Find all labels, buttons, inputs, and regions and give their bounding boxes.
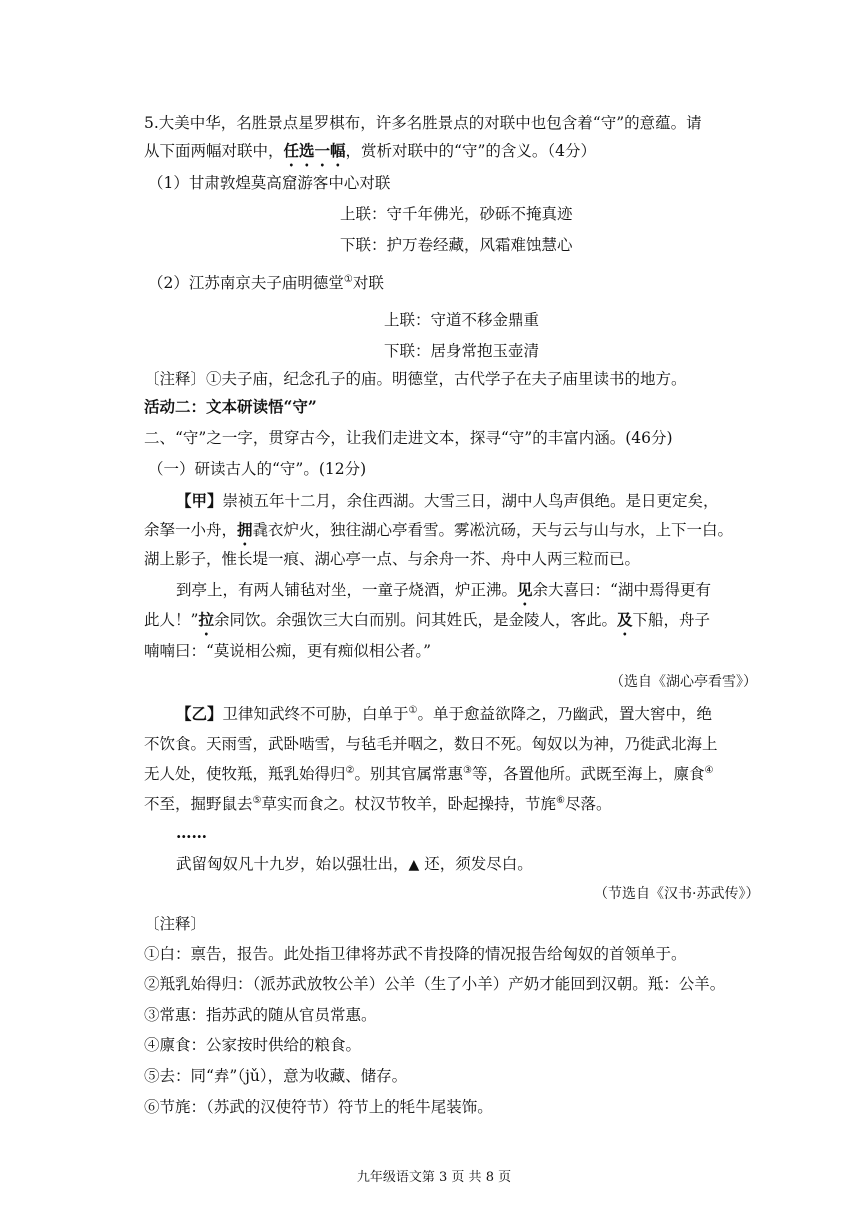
jia-p1-l1-text: 崇祯五年十二月，余住西湖。大雪三日，湖中人鸟声俱绝。是日更定矣， [222, 492, 719, 510]
note-mark: ③ [463, 764, 472, 776]
yi-l4-mid: 草实而食之。杖汉节牧羊，卧起操持，节旄 [261, 795, 556, 813]
q5-item2-down: 下联：居身常抱玉壶清 [384, 342, 540, 360]
note-4: ④廪食：公家按时供给的粮食。 [144, 1036, 362, 1054]
yi-l5-pre: 武留匈奴凡十九岁，始以强壮出， [176, 855, 409, 873]
jia-p1-l2-post: 毳衣炉火，独往湖心亭看雪。雾凇沆砀，天与云与山与水，上下一白。 [252, 521, 734, 539]
note-6: ⑥节旄：（苏武的汉使符节）符节上的牦牛尾装饰。 [144, 1098, 493, 1116]
note-mark: ⑥ [556, 794, 565, 806]
q5-item1-up: 上联：守千年佛光，砂砾不掩真迹 [340, 205, 573, 223]
yi-l2: 不饮食。天雨雪，武卧啮雪，与毡毛并咽之，数日不死。匈奴以为神，乃徙武北海上 [144, 735, 718, 753]
note-5: ⑤去：同“弆”（jǔ），意为收藏、储存。 [144, 1067, 408, 1085]
jia-label: 【甲】 [176, 491, 223, 510]
jia-p1-l3: 湖上影子，惟长堤一痕、湖心亭一点、与余舟一芥、舟中人两三粒而已。 [144, 550, 641, 568]
yi-l5 [176, 853, 533, 876]
jia-dot-word: 见 [517, 580, 533, 599]
note-mark: ⑤ [252, 794, 262, 806]
yi-l1-pre: 卫律知武终不可胁，白单于 [222, 705, 409, 723]
yi-ellipsis: …… [176, 823, 207, 842]
yi-source: （节选自《汉书·苏武传》） [594, 886, 760, 902]
jia-p1-l1 [176, 490, 719, 512]
yi-l4 [144, 793, 611, 815]
note-mark: ② [345, 764, 355, 776]
q5-item2-title-post: 对联 [352, 274, 384, 292]
note-2: ②羝乳始得归：（派苏武放牧公羊）公羊（生了小羊）产奶才能回到汉朝。羝：公羊。 [144, 975, 726, 993]
jia-p2-l3: 喃喃曰：“莫说相公痴，更有痴似相公者。” [144, 642, 432, 660]
q5-item2-title [148, 272, 384, 294]
jia-p1-l2-pre: 余拏一小舟， [144, 521, 238, 539]
yi-l3-pre: 无人处，使牧羝，羝乳始得归 [144, 765, 346, 783]
note-3: ③常惠：指苏武的随从官员常惠。 [144, 1006, 377, 1024]
q5-item1-title: （1）甘肃敦煌莫高窟游客中心对联 [148, 174, 391, 192]
yi-l3 [144, 763, 713, 785]
activity2-heading: 活动二：文本研读悟“守” [144, 397, 317, 416]
jia-p2-l2-mid: 余同饮。余强饮三大白而别。问其姓氏，是金陵人，客此。 [213, 611, 617, 629]
q5-item1-down: 下联：护万卷经藏，风霜难蚀慧心 [340, 236, 573, 254]
jia-p1-l2 [144, 519, 733, 549]
section1-title: （一）研读古人的“守”。(12分) [148, 460, 367, 478]
jia-p2-l1-post: 余大喜曰：“湖中焉得更有 [532, 581, 711, 599]
jia-source: （选自《湖心亭看雪》） [610, 674, 757, 690]
yi-l4-pre: 不至，掘野鼠去 [144, 795, 253, 813]
q5-line2-pre: 从下面两幅对联中， [144, 142, 284, 160]
yi-l5-post: 还，须发尽白。 [424, 855, 533, 873]
activity2-intro: 二、“守”之一字，贯穿古今，让我们走进文本，探寻“守”的丰富内涵。(46分) [144, 429, 673, 447]
q5-line1: 5.大美中华，名胜景点星罗棋布，许多名胜景点的对联中也包含着“守”的意蕴。请 [144, 114, 702, 132]
yi-l3-mid: 。别其官属常惠 [354, 765, 463, 783]
q5-line2 [144, 140, 596, 170]
yi-l1 [176, 703, 712, 725]
q5-note: 〔注释〕①夫子庙，纪念孔子的庙。明德堂，古代学子在夫子庙里读书的地方。 [144, 370, 687, 388]
blank-triangle-icon: ▲ [408, 857, 420, 873]
jia-p2-l2 [144, 609, 710, 639]
yi-l3-post: 等，各置他所。武既至海上，廪食 [471, 765, 705, 783]
yi-l4-post: 尽落。 [564, 795, 612, 813]
jia-dot-word: 拥 [237, 520, 253, 539]
note-mark: ① [408, 704, 418, 716]
jia-p2-l1 [176, 579, 711, 609]
q5-emphasis: 任选一幅 [283, 141, 346, 160]
q5-item2-title-pre: （2）江苏南京夫子庙明德堂 [148, 274, 344, 292]
jia-p2-l1-pre: 到亭上，有两人铺毡对坐，一童子烧酒，炉正沸。 [176, 581, 518, 599]
jia-p2-l2-pre: 此人！” [144, 611, 199, 629]
notes-title: 〔注释〕 [144, 915, 207, 933]
q5-item2-up: 上联：守道不移金鼎重 [384, 311, 540, 329]
note-mark: ① [343, 273, 353, 285]
jia-p2-l2-post: 下船，舟子 [632, 611, 710, 629]
yi-l1-post: 。单于愈益欲降之，乃幽武，置大窖中，绝 [417, 705, 713, 723]
jia-dot-word: 拉 [198, 610, 214, 629]
page-footer: 九年级语文第 3 页 共 8 页 [356, 1170, 512, 1185]
yi-label: 【乙】 [176, 704, 223, 723]
note-mark: ④ [704, 764, 714, 776]
q5-line2-post: ，赏析对联中的“守”的含义。（4分） [345, 142, 596, 160]
jia-dot-word: 及 [616, 610, 633, 629]
note-1: ①白：禀告，报告。此处指卫律将苏武不肯投降的情况报告给匈奴的首领单于。 [144, 945, 687, 963]
